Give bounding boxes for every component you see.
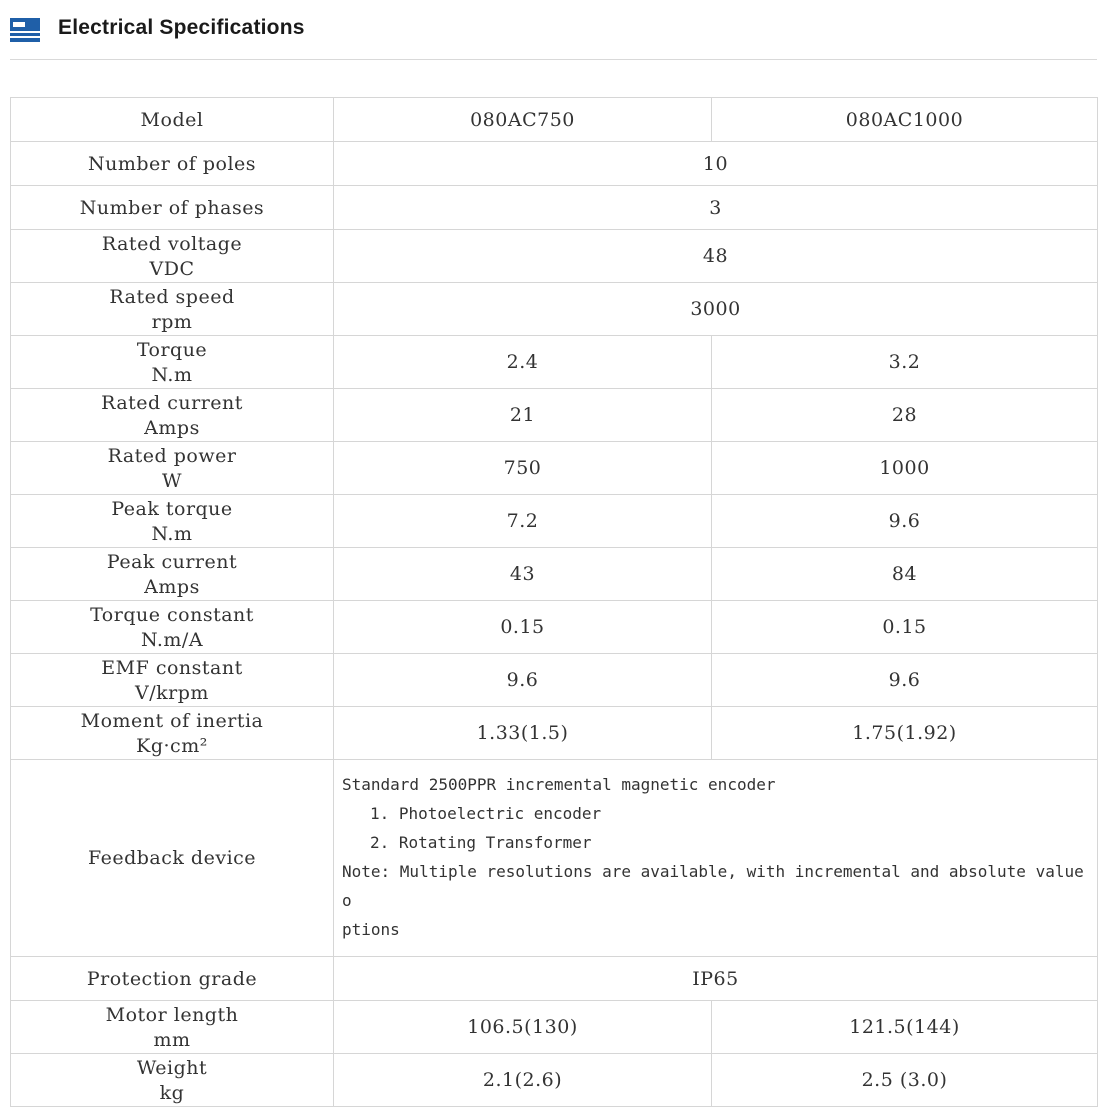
table-row [11,957,1098,1001]
row-value: 2.5 (3.0) [712,1054,1098,1107]
table-row [11,336,1098,389]
feedback-standard: Standard 2500PPR incremental magnetic encoder [342,775,776,794]
feedback-option-1: 1. Photoelectric encoder [370,804,602,823]
table-row [11,495,1098,548]
model-name-1: 080AC750 [334,98,712,142]
row-value: 3000 [334,283,1098,336]
row-unit: Amps [144,575,200,598]
model-name-2: 080AC1000 [712,98,1098,142]
row-value: 3.2 [712,336,1098,389]
feedback-note-cont: ptions [342,920,400,939]
row-value: 0.15 [712,601,1098,654]
table-row [11,389,1098,442]
row-value: 106.5(130) [334,1001,712,1054]
table-row [11,654,1098,707]
row-label-cell [11,707,334,760]
row-unit: mm [153,1028,191,1051]
row-label-cell [11,1001,334,1054]
table-row [11,548,1098,601]
row-unit: rpm [151,310,193,333]
row-value: 1.75(1.92) [712,707,1098,760]
row-label: Peak current [106,550,238,573]
row-value: 2.1(2.6) [334,1054,712,1107]
feedback-description [334,760,1098,957]
section-header [10,0,1097,60]
table-row [11,1054,1098,1107]
row-label: Number of phases [11,186,334,230]
row-label-cell [11,654,334,707]
row-label: Rated speed [109,285,235,308]
row-value: 10 [334,142,1098,186]
row-label-cell [11,230,334,283]
feedback-label: Feedback device [11,760,334,957]
table-row [11,1001,1098,1054]
row-label-cell [11,442,334,495]
feedback-note: Note: Multiple resolutions are available, with incremental and absolute value o [342,862,1084,910]
row-value: 750 [334,442,712,495]
row-label: Rated current [101,391,243,414]
row-value: 48 [334,230,1098,283]
row-value: 2.4 [334,336,712,389]
row-label: Peak torque [111,497,233,520]
row-unit: N.m/A [140,628,204,651]
row-value: 7.2 [334,495,712,548]
row-label: Moment of inertia [80,709,264,732]
table-row [11,230,1098,283]
row-label: Torque constant [90,603,254,626]
row-label: Number of poles [11,142,334,186]
row-value: 9.6 [712,654,1098,707]
row-label: Protection grade [11,957,334,1001]
table-header-row [11,98,1098,142]
table-row [11,442,1098,495]
row-value: 9.6 [712,495,1098,548]
row-label-cell [11,336,334,389]
row-label: EMF constant [101,656,243,679]
row-value: 84 [712,548,1098,601]
row-label: Motor length [105,1003,239,1026]
table-row [11,142,1098,186]
row-unit: VDC [149,257,195,280]
row-unit: V/krpm [135,681,209,704]
document-icon [10,18,40,42]
row-value: 21 [334,389,712,442]
row-label-cell [11,548,334,601]
row-label: Rated voltage [101,232,243,255]
row-value: 3 [334,186,1098,230]
row-label-cell [11,389,334,442]
feedback-option-2: 2. Rotating Transformer [370,833,592,852]
row-value: 43 [334,548,712,601]
row-value: 121.5(144) [712,1001,1098,1054]
row-value: 9.6 [334,654,712,707]
page-title: Electrical Specifications [58,16,305,39]
row-label: Weight [136,1056,208,1079]
row-label: Torque [136,338,208,361]
table-row [11,283,1098,336]
row-label-cell [11,283,334,336]
row-label-cell [11,1054,334,1107]
row-label-cell [11,601,334,654]
row-label: Rated power [107,444,237,467]
row-unit: N.m [151,522,193,545]
feedback-row [11,760,1098,957]
row-value: 1.33(1.5) [334,707,712,760]
row-value: 28 [712,389,1098,442]
row-unit: N.m [151,363,193,386]
table-row [11,601,1098,654]
row-value: IP65 [334,957,1098,1001]
table-row [11,186,1098,230]
spec-table [10,97,1098,1107]
row-label-cell [11,495,334,548]
row-unit: Kg·cm² [136,734,208,757]
table-row [11,707,1098,760]
row-unit: Amps [144,416,200,439]
row-value: 0.15 [334,601,712,654]
row-value: 1000 [712,442,1098,495]
row-unit: kg [159,1081,185,1104]
model-label: Model [11,98,334,142]
row-unit: W [161,469,183,492]
